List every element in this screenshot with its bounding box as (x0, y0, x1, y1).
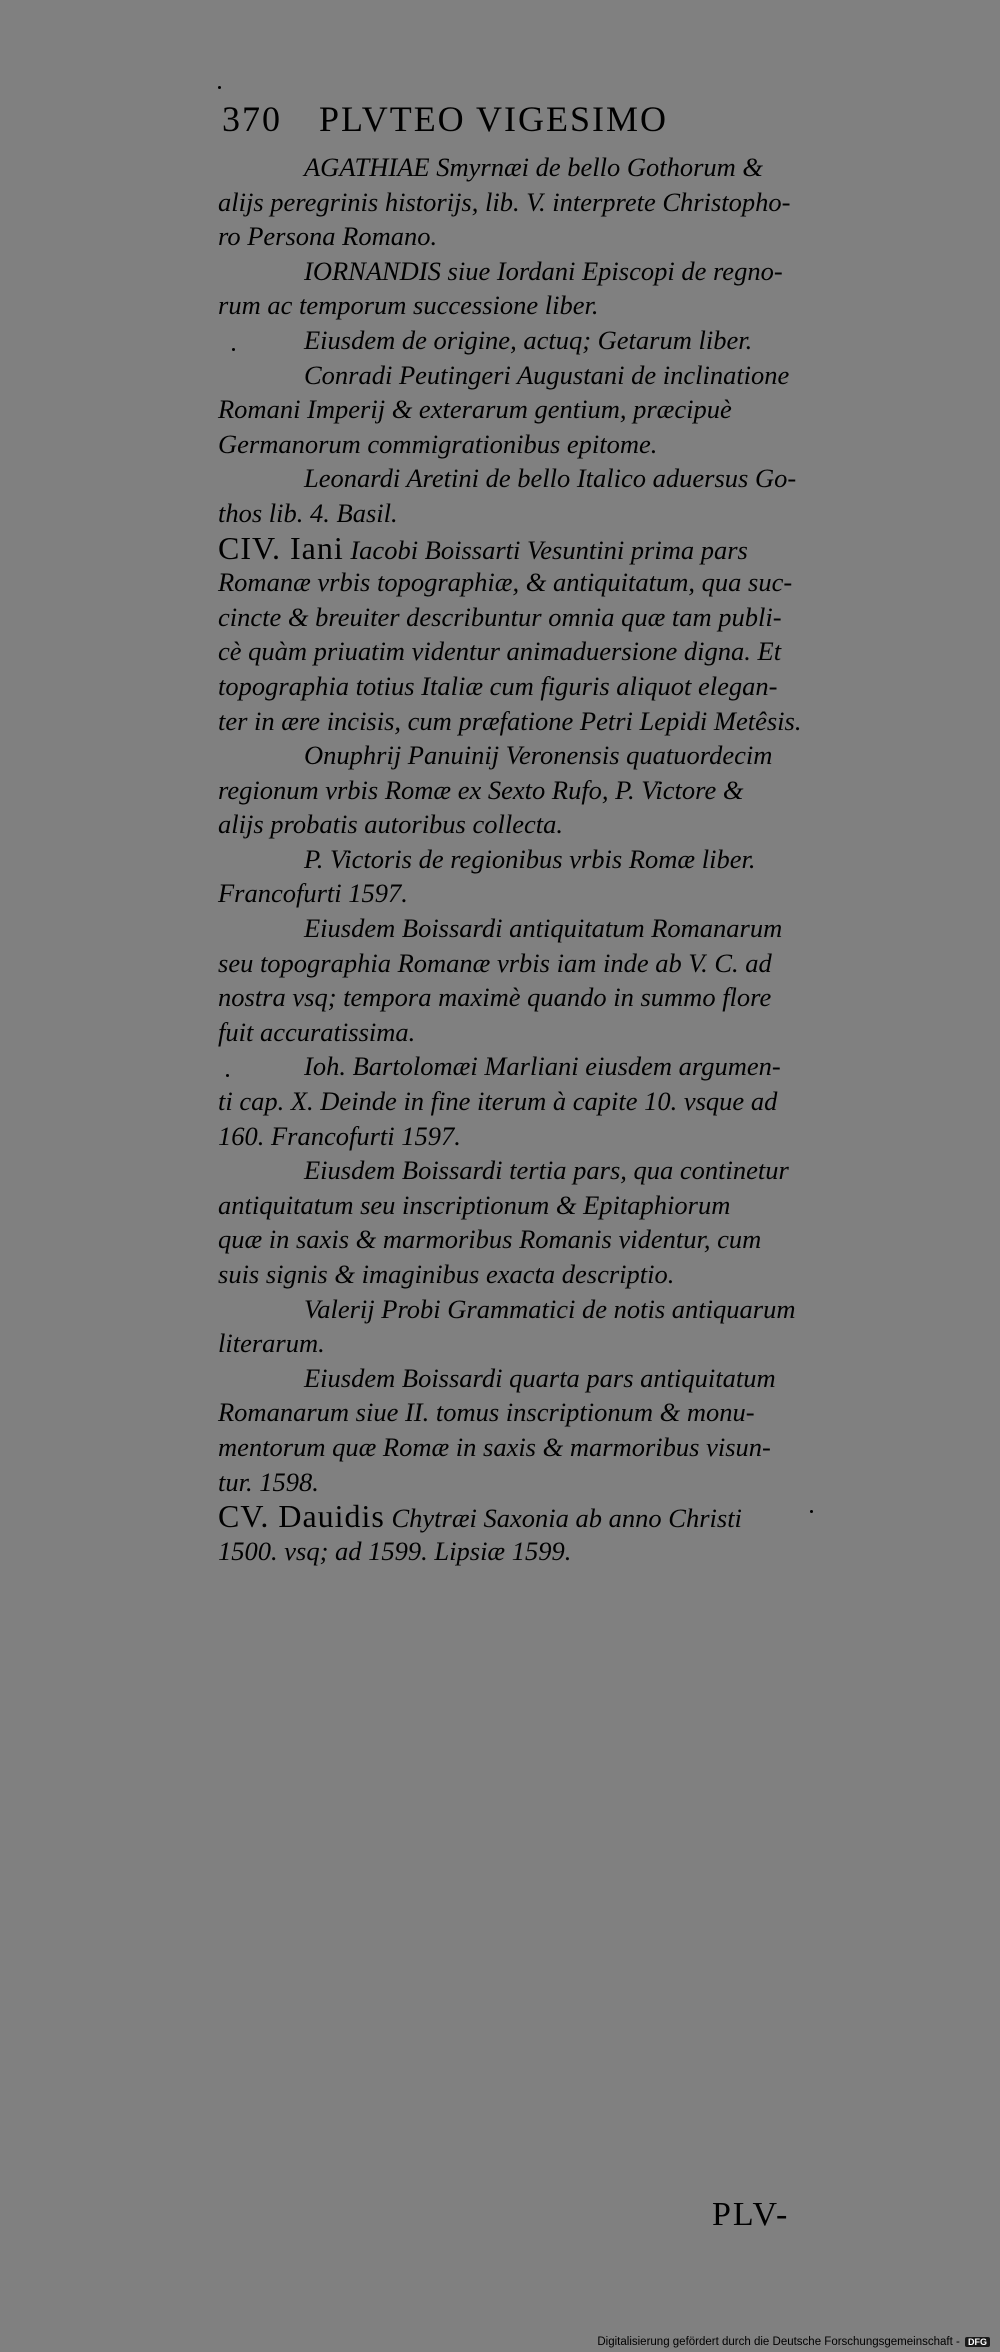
line-text: Leonardi Aretini de bello Italico aduersus Go- (304, 463, 797, 494)
text-line (218, 254, 814, 289)
line-text: Conradi Peutingeri Augustani de inclinatione (304, 359, 790, 390)
text-line (218, 1499, 814, 1534)
text-line (218, 634, 814, 669)
text-line (218, 1326, 814, 1361)
line-text: Eiusdem Boissardi tertia pars, qua continetur (304, 1155, 789, 1186)
line-text: quæ in saxis & marmoribus Romanis videntur, cum (218, 1224, 762, 1255)
line-text: fuit accuratissima. (218, 1016, 416, 1047)
line-text: Chytræi Saxonia ab anno Christi (384, 1503, 742, 1534)
text-line (218, 288, 814, 323)
line-text: Romani Imperij & exterarum gentium, præcipuè (218, 394, 732, 425)
line-text: Valerij Probi Grammatici de notis antiquarum (304, 1293, 796, 1324)
line-text: Ioh. Bartolomæi Marliani eiusdem argumen- (304, 1051, 781, 1082)
line-text: seu topographia Romanæ vrbis iam inde ab V. C. ad (218, 947, 772, 978)
ink-speck (232, 348, 235, 351)
text-line (218, 1049, 814, 1084)
text-line (218, 1430, 814, 1465)
line-text: ti cap. X. Deinde in fine iterum à capite 10. vsque ad (218, 1086, 778, 1117)
text-line (218, 773, 814, 808)
page-number: 370 (222, 99, 282, 139)
text-line (218, 946, 814, 981)
line-text: rum ac temporum successione liber. (218, 290, 599, 321)
text-line (218, 1292, 814, 1327)
line-text: AGATHIAE Smyrnæi de bello Gothorum & (304, 152, 764, 182)
line-text: Onuphrij Panuinij Veronensis quatuordecim (304, 740, 773, 771)
text-line (218, 1222, 814, 1257)
line-text: IORNANDIS siue Iordani Episcopi de regno- (304, 255, 783, 286)
line-text: antiquitatum seu inscriptionum & Epitaphiorum (218, 1189, 731, 1220)
line-text: Germanorum commigrationibus epitome. (218, 428, 658, 459)
footer-text: Digitalisierung gefördert durch die Deutsche Forschungsgemeinschaft - (597, 2336, 960, 2348)
text-line (218, 1015, 814, 1050)
line-text: cè quàm priuatim videntur animaduersione digna. Et (218, 636, 782, 667)
entry-number: CV. Dauidis (218, 1498, 385, 1535)
text-line (218, 807, 814, 842)
line-text: Romanarum siue II. tomus inscriptionum & monu- (218, 1397, 755, 1428)
text-line (218, 496, 814, 531)
entry-number: CIV. Iani (218, 529, 344, 566)
ink-speck (218, 86, 221, 89)
line-text: P. Victoris de regionibus vrbis Romæ liber. (304, 843, 756, 874)
text-line (218, 1361, 814, 1396)
text-line (218, 565, 814, 600)
text-line (218, 392, 814, 427)
line-text: mentorum quæ Romæ in saxis & marmoribus visun- (218, 1431, 771, 1462)
text-line (218, 219, 814, 254)
catchword: PLV- (712, 2196, 790, 2233)
line-text: alijs probatis autoribus collecta. (218, 809, 563, 840)
page-header (222, 98, 668, 140)
line-text: thos lib. 4. Basil. (218, 497, 398, 528)
line-text: Romanæ vrbis topographiæ, & antiquitatum, qua suc- (218, 567, 793, 598)
line-text: tur. 1598. (218, 1466, 319, 1497)
text-line (218, 1534, 814, 1569)
line-text: regionum vrbis Romæ ex Sexto Rufo, P. Victore & (218, 774, 744, 805)
text-line (218, 1465, 814, 1500)
text-line (218, 1257, 814, 1292)
line-text: topographia totius Italiæ cum figuris aliquot elegan- (218, 670, 778, 701)
text-line (218, 600, 814, 635)
line-text: alijs peregrinis historijs, lib. V. interprete Christopho- (218, 186, 791, 217)
line-text: cincte & breuiter describuntur omnia quæ tam publi- (218, 601, 782, 632)
text-line (218, 669, 814, 704)
text-line (218, 704, 814, 739)
line-text: literarum. (218, 1328, 325, 1359)
running-title: PLVTEO VIGESIMO (319, 99, 669, 139)
line-text: nostra vsq; tempora maximè quando in summo flore (218, 982, 772, 1013)
text-line (218, 842, 814, 877)
text-line (218, 876, 814, 911)
text-line (218, 185, 814, 220)
text-line (218, 323, 814, 358)
line-text: ro Persona Romano. (218, 221, 438, 252)
line-text: Eiusdem de origine, actuq; Getarum liber. (304, 324, 753, 355)
text-line (218, 427, 814, 462)
line-text: 1500. vsq; ad 1599. Lipsiæ 1599. (218, 1535, 572, 1566)
text-line (218, 1188, 814, 1223)
text-line (218, 980, 814, 1015)
text-line (218, 1395, 814, 1430)
line-text: Francofurti 1597. (218, 878, 408, 909)
line-text: Iacobi Boissarti Vesuntini prima pars (343, 534, 748, 565)
text-line (218, 531, 814, 566)
text-line (218, 461, 814, 496)
line-text: 160. Francofurti 1597. (218, 1120, 461, 1151)
line-text: ter in ære incisis, cum præfatione Petri Lepidi Metêsis. (218, 705, 802, 736)
digitization-footer (0, 2336, 990, 2348)
text-line (218, 1153, 814, 1188)
ink-speck (226, 1074, 229, 1077)
text-block (218, 150, 814, 1568)
line-text: Eiusdem Boissardi quarta pars antiquitatum (304, 1362, 776, 1393)
ink-speck (810, 1510, 813, 1513)
text-line (218, 911, 814, 946)
line-text: Eiusdem Boissardi antiquitatum Romanarum (304, 913, 783, 944)
text-line (218, 150, 814, 185)
line-text: suis signis & imaginibus exacta descriptio. (218, 1259, 675, 1289)
text-line (218, 738, 814, 773)
text-line (218, 1119, 814, 1154)
text-line (218, 1084, 814, 1119)
text-line (218, 358, 814, 393)
dfg-logo-icon: DFG (965, 2337, 990, 2347)
